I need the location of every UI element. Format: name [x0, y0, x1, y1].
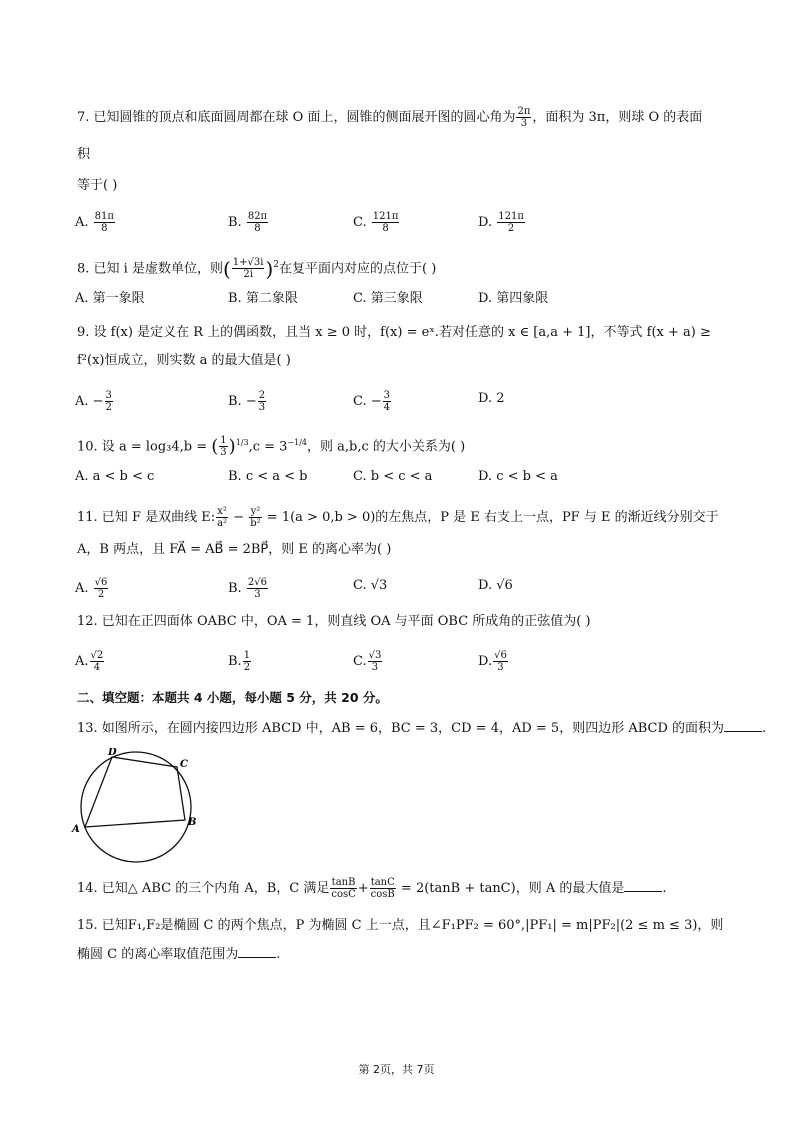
q11-line1: 11. 已知 F 是双曲线 E: $\frac{\text{x²}}{\text{a²}}$ − $\frac{\text{y²}}{\text{b²}}$ = 1(a > 0,b > 0)的左焦点，P 是 E 右支上一点，PF 与 E 的渐近线分别交于: [77, 506, 719, 529]
q8-line: 8. 已知 i 是虚数单位，则( $\frac{1+√3i}{2i}$ )$^2$在复平面内对应的点位于( ): [77, 256, 437, 281]
q7-option-b: B. $\frac{82\pi}{8}$: [228, 211, 268, 234]
q7-line3: 等于( ): [77, 178, 118, 193]
label-a: A: [72, 824, 80, 835]
q15-line2: 椭圆 C 的离心率取值范围为 .: [77, 947, 281, 962]
page-footer: 第 2页，共 7页: [358, 1063, 435, 1076]
q12-option-c: C. $\frac{√3}{3}$: [353, 650, 382, 673]
q8-option-b: B. 第二象限: [228, 291, 298, 306]
label-c: C: [180, 759, 188, 770]
answer-blank: [624, 879, 662, 892]
q7-angle-fraction: $\frac{2\pi}{3}$: [517, 106, 531, 129]
answer-blank: [238, 945, 276, 958]
q8-option-d: D. 第四象限: [478, 291, 549, 306]
label-d: D: [108, 748, 117, 758]
q9-option-b: B. − $\frac{2}{3}$: [228, 390, 266, 413]
q8-option-a: A. 第一象限: [75, 291, 145, 306]
q11-option-c: C. √3: [353, 578, 388, 593]
q12-line: 12. 已知在正四面体 OABC 中，OA = 1，则直线 OA 与平面 OBC 所成角的正弦值为( ): [77, 614, 591, 629]
q9-option-d: D. 2: [478, 391, 505, 406]
q10-option-a: A. a < b < c: [75, 469, 155, 484]
q9-line2: f²(x)恒成立，则实数 a 的最大值是( ): [77, 353, 291, 368]
quadrilateral-abcd: [85, 757, 185, 827]
q8-option-c: C. 第三象限: [353, 291, 423, 306]
q15-line1: 15. 已知F₁,F₂是椭圆 C 的两个焦点，P 为椭圆 C 上一点，且∠F₁PF₂ = 60°,|PF₁| = m|PF₂|(2 ≤ m ≤ 3)，则: [77, 918, 724, 933]
circumscribed-circle: [81, 752, 191, 862]
q9-option-a: A. − $\frac{3}{2}$: [75, 390, 112, 413]
q11-option-d: D. √6: [478, 578, 513, 593]
answer-blank: [724, 719, 762, 732]
q10-option-b: B. c < a < b: [228, 469, 308, 484]
q7-line2: 积: [77, 147, 91, 162]
q9-line1: 9. 设 f(x) 是定义在 R 上的偶函数，且当 x ≥ 0 时，f(x) = eˣ.若对任意的 x ∈ [a,a + 1]，不等式 f(x + a) ≥: [77, 325, 711, 340]
section-title: 二、填空题：本题共 4 小题，每小题 5 分，共 20 分。: [77, 690, 388, 705]
q11-option-a: A. $\frac{√6}{2}$: [75, 577, 108, 600]
q13-figure: [68, 748, 208, 866]
q10-line: 10. 设 a = log₃4,b = ( $\frac{1}{3}$ )$^{1/3},c = 3^{-1/4}$，则 a,b,c 的大小关系为( ): [77, 435, 466, 459]
q9-option-c: C. − $\frac{3}{4}$: [353, 390, 391, 413]
q7-line1: 7. 已知圆锥的顶点和底面圆周都在球 O 面上，圆锥的侧面展开图的圆心角为 $\frac{2\pi}{3}$ ，面积为 3π，则球 O 的表面: [77, 106, 703, 129]
q7-option-d: D. $\frac{121\pi}{2}$: [478, 211, 524, 234]
q12-option-b: B. $\frac{1}{2}$: [228, 650, 251, 673]
q12-option-d: D. $\frac{√6}{3}$: [478, 650, 507, 673]
q11-option-b: B. $\frac{2√6}{3}$: [228, 577, 267, 600]
q12-option-a: A. $\frac{√2}{4}$: [75, 650, 104, 673]
q7-option-c: C. $\frac{121\pi}{8}$: [353, 211, 399, 234]
q10-option-d: D. c < b < a: [478, 469, 558, 484]
q11-line2: A，B 两点，且 FA⃗ = AB⃗ = 2BP⃗，则 E 的离心率为( ): [77, 542, 392, 557]
q10-option-c: C. b < c < a: [353, 469, 433, 484]
q14-line: 14. 已知△ ABC 的三个内角 A，B，C 满足 $\frac{\tan B}{\cos C}$ + $\frac{\tan C}{\cos B}$ = 2(tanB + tanC)，则 A 的最大值是 .: [77, 877, 667, 900]
label-b: B: [188, 817, 197, 828]
q7-option-a: A. $\frac{81\pi}{8}$: [75, 211, 114, 234]
q13-line: 13. 如图所示，在圆内接四边形 ABCD 中，AB = 6，BC = 3，CD = 4，AD = 5，则四边形 ABCD 的面积为 .: [77, 721, 767, 736]
